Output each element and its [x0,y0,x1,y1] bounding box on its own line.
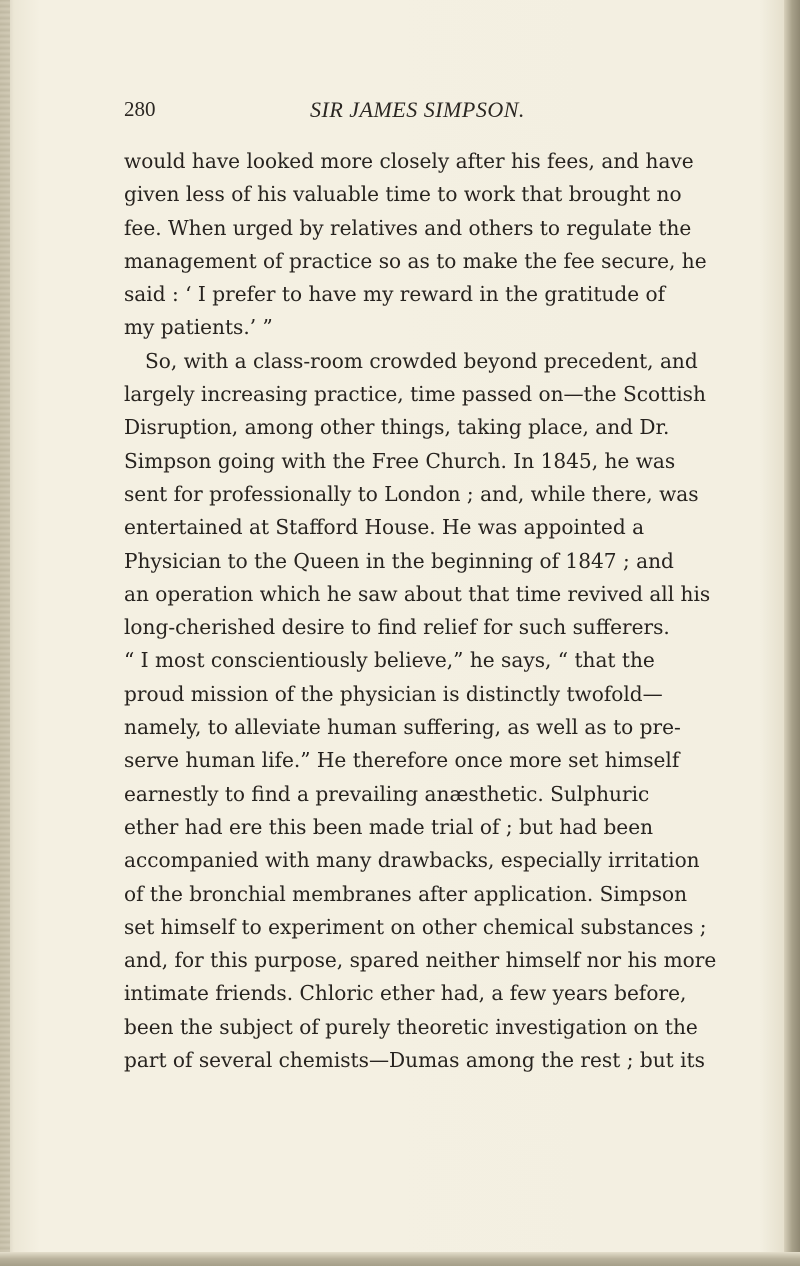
text-line: ether had ere this been made trial of ; but had been [124,814,654,839]
text-line: management of practice so as to make the fee secure, he [124,248,707,273]
text-line: said : ‘ I prefer to have my reward in the gratitude of [124,282,666,307]
text-line: earnestly to find a prevailing anæsthetic. Sulphuric [124,781,650,806]
text-line: entertained at Stafford House. He was appointed a [124,515,645,540]
text-line: of the bronchial membranes after application. Simpson [124,881,688,906]
page-right-edge [784,0,800,1266]
text-line: an operation which he saw about that time revived all his [124,581,711,606]
text-line: sent for professionally to London ; and, while there, was [124,481,699,506]
text-line: accompanied with many drawbacks, especially irritation [124,848,700,873]
text-line: would have looked more closely after his fees, and have [124,149,694,173]
running-head [124,97,764,127]
text-line: “ I most conscientiously believe,” he says, “ that the [124,648,655,673]
running-title: SIR JAMES SIMPSON. [310,97,525,122]
text-line: Disruption, among other things, taking place, and Dr. [124,415,670,440]
text-line: been the subject of purely theoretic investigation on the [124,1014,698,1039]
text-line: largely increasing practice, time passed on—the Scottish [124,382,706,407]
text-line: and, for this purpose, spared neither himself nor his more [124,948,717,973]
page-number: 280 [124,97,156,121]
text-line: long-cherished desire to find relief for such sufferers. [124,615,670,640]
text-line: set himself to experiment on other chemical substances ; [124,914,707,939]
page-left-edge [0,0,10,1266]
text-line: Physician to the Queen in the beginning of 1847 ; and [124,548,674,573]
text-line: serve human life.” He therefore once more set himself [124,748,680,773]
text-line: my patients.’ ” [124,315,273,340]
text-line: part of several chemists—Dumas among the rest ; but its [124,1048,705,1073]
page-bottom-edge [0,1252,800,1266]
text-line: fee. When urged by relatives and others to regulate the [124,215,692,240]
text-line: given less of his valuable time to work that brought no [124,182,682,207]
text-line: intimate friends. Chloric ether had, a few years before, [124,981,687,1006]
text-line: proud mission of the physician is distinctly twofold— [124,681,663,706]
text-line: namely, to alleviate human suffering, as well as to pre- [124,715,681,740]
paragraph-start-line: So, with a class-room crowded beyond precedent, and [145,348,698,373]
text-line: Simpson going with the Free Church. In 1845, he was [124,448,676,473]
body-text [124,145,754,1077]
